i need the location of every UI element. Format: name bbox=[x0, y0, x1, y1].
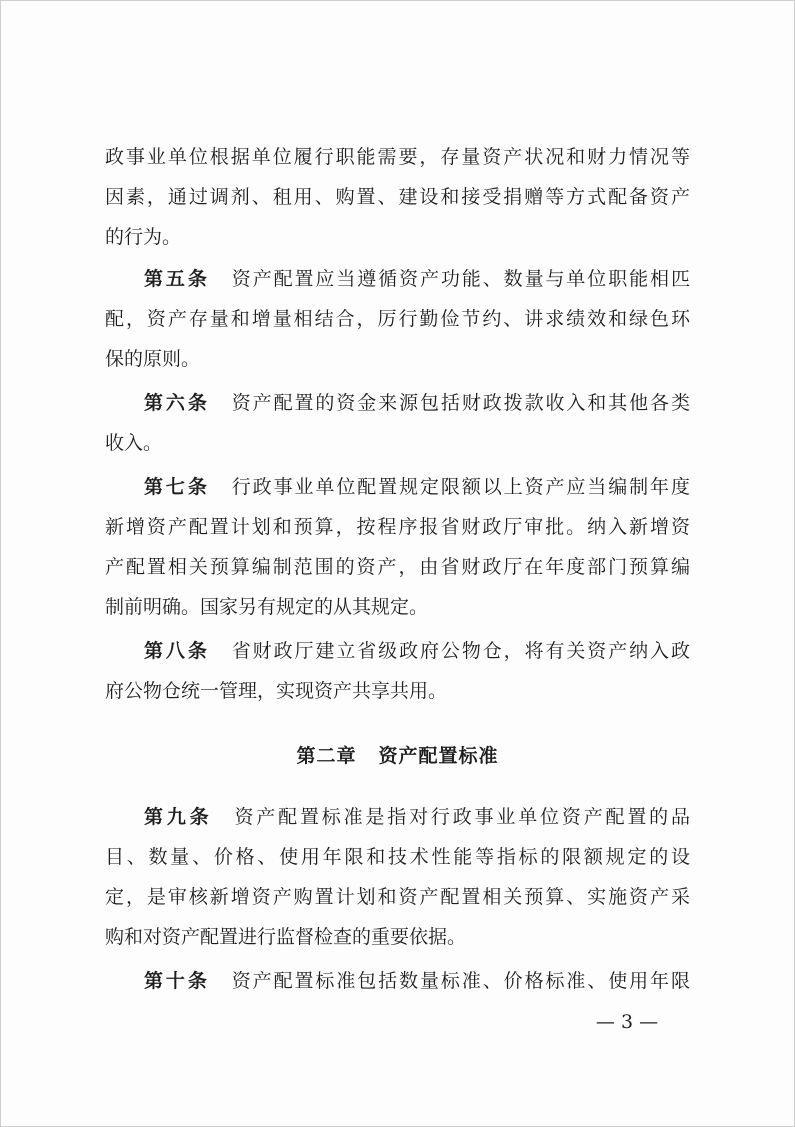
article-6-first-line bbox=[144, 383, 690, 423]
text-line: 购和对资产配置进行监督检查的重要依据。 bbox=[105, 926, 467, 948]
text-line: 配，资产存量和增量相结合，厉行勤俭节约、讲求绩效和绿色环 bbox=[105, 308, 690, 330]
text-line: 新增资产配置计划和预算，按程序报省财政厅审批。纳入新增资 bbox=[105, 516, 690, 538]
article-number: 第五条 bbox=[144, 268, 210, 290]
text-line: 制前明确。国家另有规定的从其规定。 bbox=[105, 596, 429, 618]
text-line: 保的原则。 bbox=[105, 348, 201, 370]
text-line: 省财政厅建立省级政府公物仓，将有关资产纳入政 bbox=[231, 640, 690, 662]
page-number: — 3 — bbox=[595, 1011, 659, 1033]
text-line: 府公物仓统一管理，实现资产共享共用。 bbox=[105, 680, 448, 702]
text-line: 资产配置的资金来源包括财政拨款收入和其他各类 bbox=[231, 392, 690, 414]
article-number: 第七条 bbox=[144, 476, 210, 498]
text-line: 的行为。 bbox=[105, 226, 182, 248]
text-line: 政事业单位根据单位履行职能需要，存量资产状况和财力情况等 bbox=[105, 146, 690, 168]
article-8-first-line bbox=[144, 631, 690, 671]
article-number: 第八条 bbox=[144, 640, 210, 662]
text-line: 定，是审核新增资产购置计划和资产配置相关预算、实施资产采 bbox=[105, 886, 690, 908]
text-line: 资产配置标准包括数量标准、价格标准、使用年限 bbox=[231, 970, 690, 992]
article-5-first-line bbox=[144, 259, 690, 299]
text-line: 收入。 bbox=[105, 432, 163, 454]
article-number: 第十条 bbox=[144, 970, 210, 992]
article-7-first-line bbox=[144, 467, 690, 507]
chapter-title: 资产配置标准 bbox=[378, 745, 499, 767]
article-10-first-line bbox=[144, 961, 690, 1001]
text-line: 资产配置标准是指对行政事业单位资产配置的品 bbox=[234, 806, 690, 828]
text-line: 因素，通过调剂、租用、购置、建设和接受捐赠等方式配备资产 bbox=[105, 186, 690, 208]
chapter-heading bbox=[1, 734, 794, 778]
article-number: 第六条 bbox=[144, 392, 210, 414]
text-line: 行政事业单位配置规定限额以上资产应当编制年度 bbox=[231, 476, 690, 498]
text-line: 资产配置应当遵循资产功能、数量与单位职能相匹 bbox=[231, 268, 690, 290]
article-9-first-line bbox=[144, 797, 690, 837]
chapter-number: 第二章 bbox=[296, 745, 357, 767]
article-number: 第九条 bbox=[144, 806, 213, 828]
text-line: 产配置相关预算编制范围的资产，由省财政厅在年度部门预算编 bbox=[105, 556, 690, 578]
text-line: 目、数量、价格、使用年限和技术性能等指标的限额规定的设 bbox=[105, 846, 690, 868]
